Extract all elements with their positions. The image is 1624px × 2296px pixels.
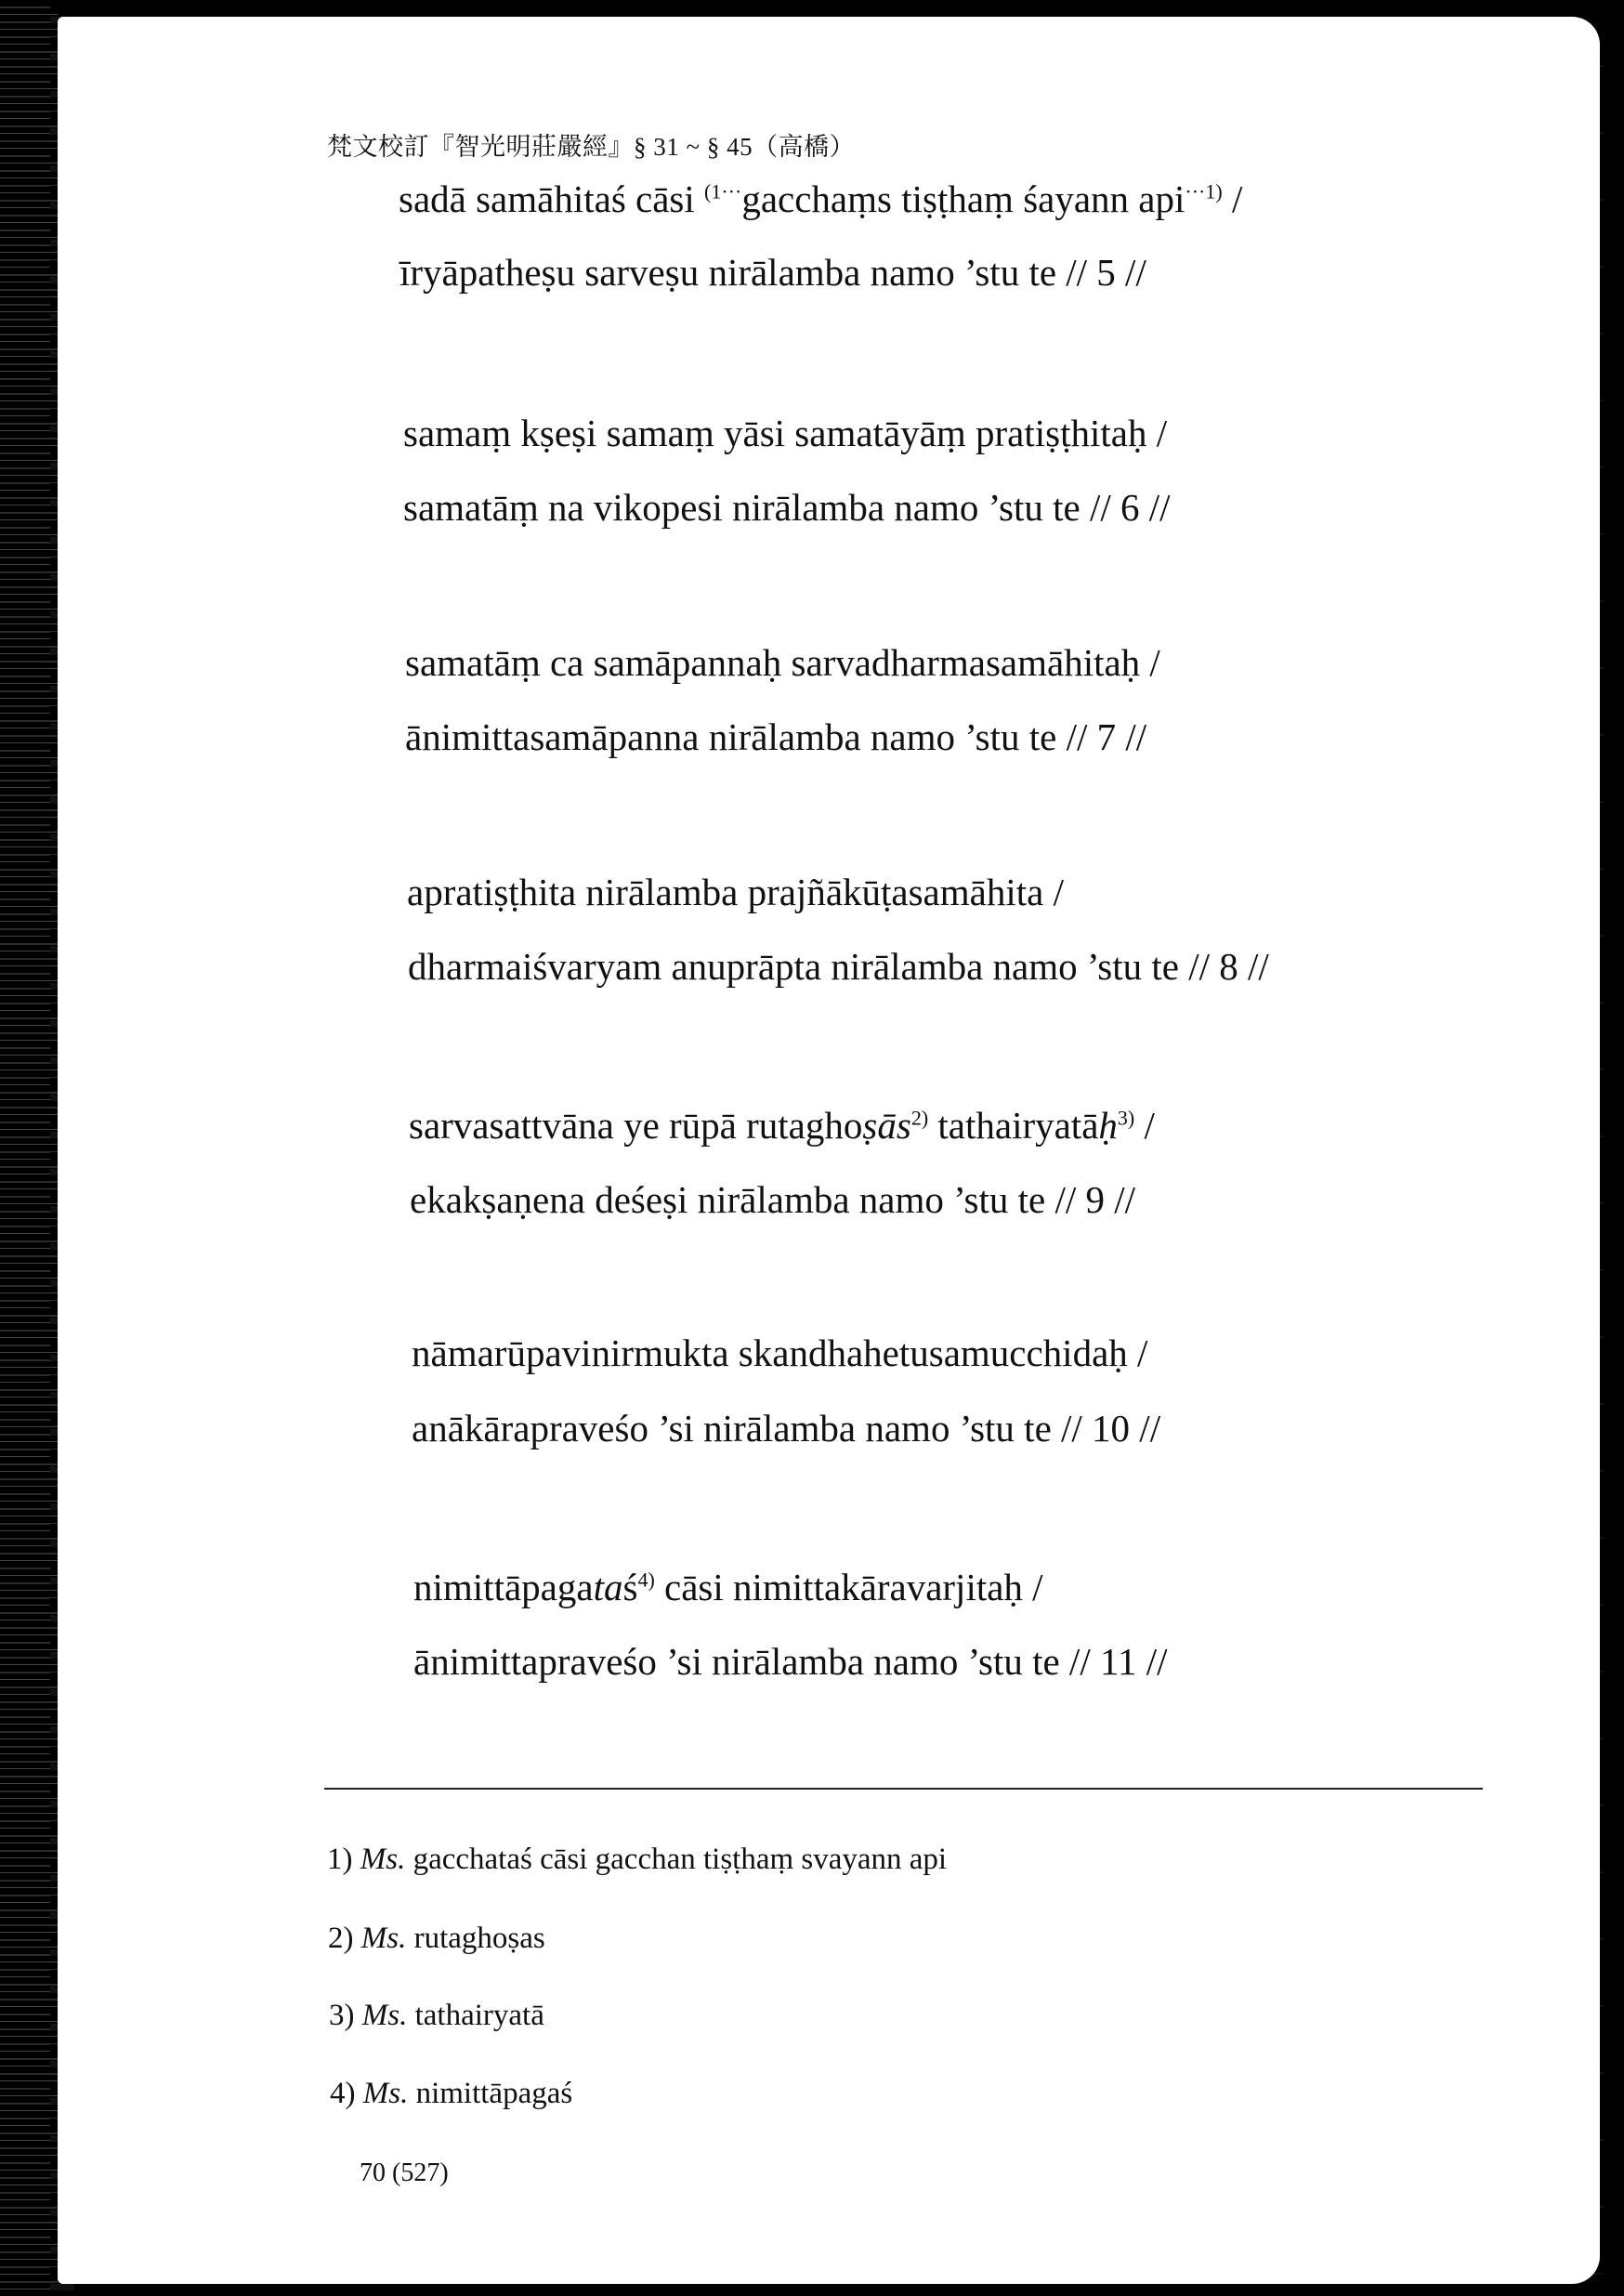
footnote-ms: Ms.: [362, 2077, 409, 2110]
footnote-text: tathairyatā: [407, 1999, 544, 2032]
verse-text: tathairyatā: [928, 1104, 1099, 1147]
verse-6-line-b: samatāṃ na vikopesi nirālamba namo ’stu te // 6 //: [403, 486, 1171, 529]
page-number: 70 (527): [360, 2158, 449, 2187]
verse-10-line-b: anākārapraveśo ’si nirālamba namo ’stu te // 10 //: [412, 1407, 1161, 1450]
running-header: 梵文校訂『智光明莊嚴經』§ 31 ~ § 45（高橋）: [327, 133, 856, 161]
verse-5-line-b: īryāpatheṣu sarveṣu nirālamba namo ’stu te // 5 //: [399, 251, 1146, 294]
footnote-ms: Ms.: [361, 1999, 408, 2032]
verse-text: sadā samāhitaś cāsi: [399, 177, 705, 220]
footnote-number: 1): [327, 1843, 353, 1876]
footnote-ref: 3): [1117, 1106, 1135, 1130]
footnote-ref: 4): [637, 1568, 655, 1592]
verse-10-line-a: nāmarūpavinirmukta skandhahetusamucchidaḥ /: [412, 1332, 1148, 1374]
verse-6-line-a: samaṃ kṣeṣi samaṃ yāsi samatāyāṃ pratiṣṭhitaḥ /: [403, 412, 1168, 454]
footnote-rule: [324, 1788, 1483, 1790]
footnote-ms: Ms.: [360, 1843, 406, 1876]
verse-9-line-b: ekakṣaṇena deśeṣi nirālamba namo ’stu te // 9 //: [410, 1178, 1136, 1221]
verse-text: /: [1134, 1104, 1155, 1147]
footnote-number: 4): [330, 2077, 356, 2110]
footnote-text: gacchataś cāsi gacchan tiṣṭhaṃ svayann api: [405, 1843, 948, 1876]
verse-text: ś: [622, 1566, 638, 1608]
verse-11-line-a: [413, 1568, 1043, 1607]
verse-text: /: [1222, 177, 1243, 220]
footnote-ref: 2): [910, 1106, 929, 1130]
verse-7-line-a: samatāṃ ca samāpannaḥ sarvadharmasamāhitaḥ /: [405, 641, 1160, 684]
footnote-number: 2): [328, 1922, 354, 1955]
verse-8-line-b: dharmaiśvaryam anuprāpta nirālamba namo ’stu te // 8 //: [408, 945, 1269, 988]
verse-8-line-a: apratiṣṭhita nirālamba prajñākūṭasamāhita /: [407, 871, 1064, 913]
footnote-1: [327, 1843, 947, 1877]
footnote-number: 3): [329, 1999, 355, 2032]
footnote-3: [329, 1999, 544, 2033]
scan-binding-edge: [0, 0, 58, 2296]
verse-text: sarvasattvāna ye rūpā rutagho: [409, 1104, 863, 1147]
footnote-text: rutaghoṣas: [406, 1922, 545, 1955]
verse-7-line-b: ānimittasamāpanna nirālamba namo ’stu te // 7 //: [405, 715, 1147, 758]
verse-text: gacchaṃs tiṣṭhaṃ śayann api: [741, 177, 1185, 220]
footnote-text: nimittāpagaś: [408, 2077, 573, 2110]
verse-emendation: ḥ: [1098, 1104, 1118, 1147]
verse-emendation: ṣās: [862, 1104, 911, 1147]
footnote-4: [330, 2077, 572, 2111]
verse-11-line-b: ānimittapraveśo ’si nirālamba namo ’stu te // 11 //: [413, 1640, 1168, 1683]
verse-5-line-a: [399, 177, 1243, 220]
verse-9-line-a: [409, 1104, 1155, 1147]
footnote-ref: ···1): [1185, 179, 1223, 203]
page-sheet: [58, 17, 1600, 2284]
verse-text: nimittāpaga: [413, 1566, 594, 1608]
verse-text: cāsi nimittakāravarjitaḥ /: [654, 1566, 1043, 1608]
footnote-2: [328, 1922, 545, 1956]
footnote-ref: (1···: [704, 179, 742, 203]
verse-emendation: ta: [593, 1566, 623, 1608]
footnote-ms: Ms.: [360, 1922, 407, 1955]
